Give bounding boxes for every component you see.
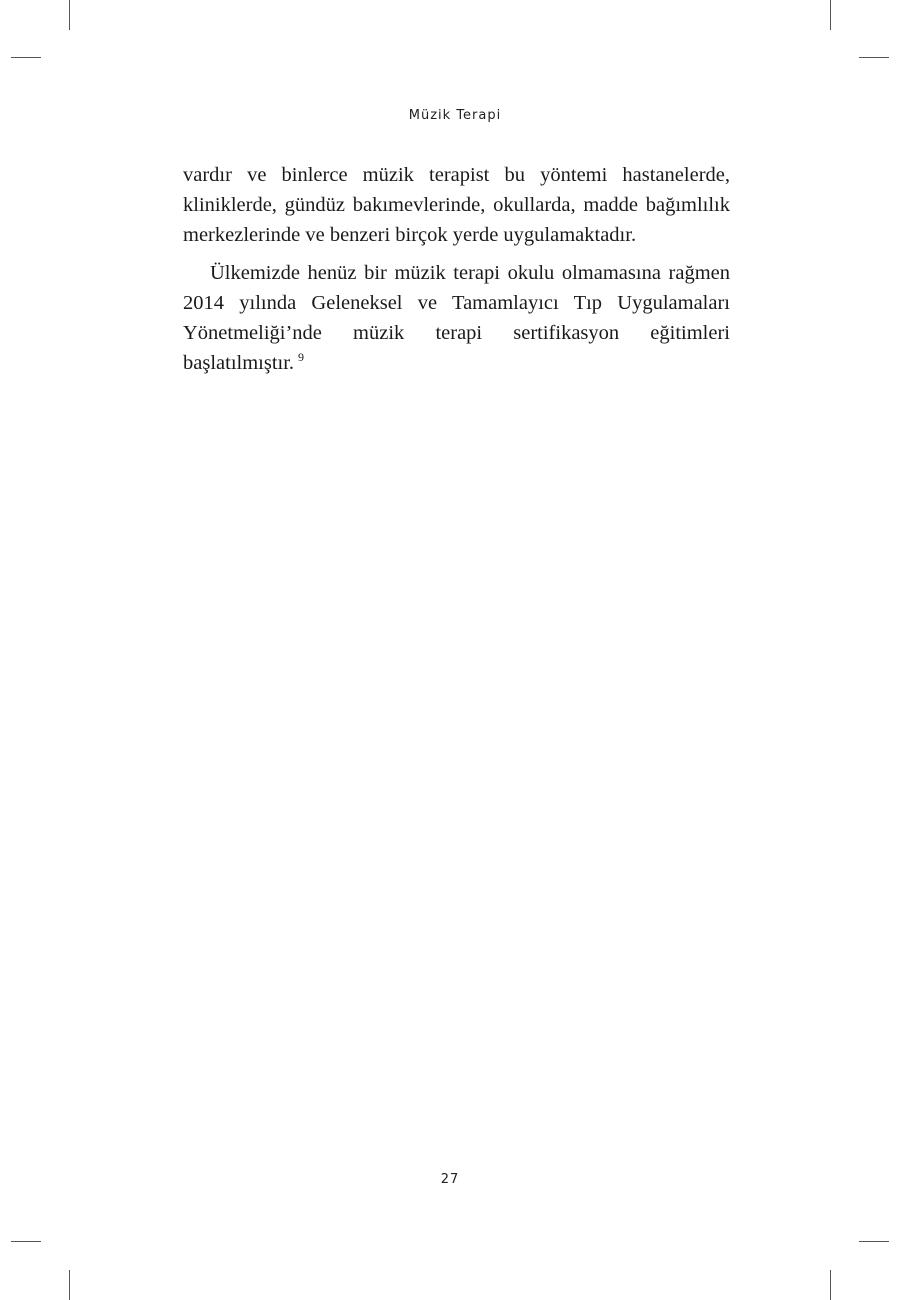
crop-mark-top-right-horizontal (859, 57, 889, 58)
running-head-title: Müzik Terapi (408, 108, 502, 123)
crop-mark-bottom-left-horizontal (11, 1241, 41, 1242)
footnote-reference: 9 (298, 350, 305, 365)
crop-mark-top-right-vertical (830, 0, 831, 30)
paragraph-2-text: Ülkemizde henüz bir müzik terapi okulu olmamasına rağmen 2014 yılında Geleneksel ve Tamamlayıcı Tıp Uygulamaları Yönetmeliği’nde müzik terapi sertifikasyon eğitimleri başlatılmıştır. (183, 262, 730, 374)
page-number: 27 (440, 1172, 460, 1187)
paragraph-1: vardır ve binlerce müzik terapist bu yöntemi hastanelerde, kliniklerde, gündüz bakımevlerinde, okullarda, madde bağımlılık merkezlerinde ve benzeri birçok yerde uygulamaktadır. (183, 164, 730, 246)
body-text (183, 160, 730, 386)
crop-mark-bottom-left-vertical (69, 1270, 70, 1300)
crop-mark-bottom-right-vertical (830, 1270, 831, 1300)
crop-mark-top-left-horizontal (11, 57, 41, 58)
paragraph-2 (183, 258, 730, 378)
crop-mark-bottom-right-horizontal (859, 1241, 889, 1242)
crop-mark-top-left-vertical (69, 0, 70, 30)
